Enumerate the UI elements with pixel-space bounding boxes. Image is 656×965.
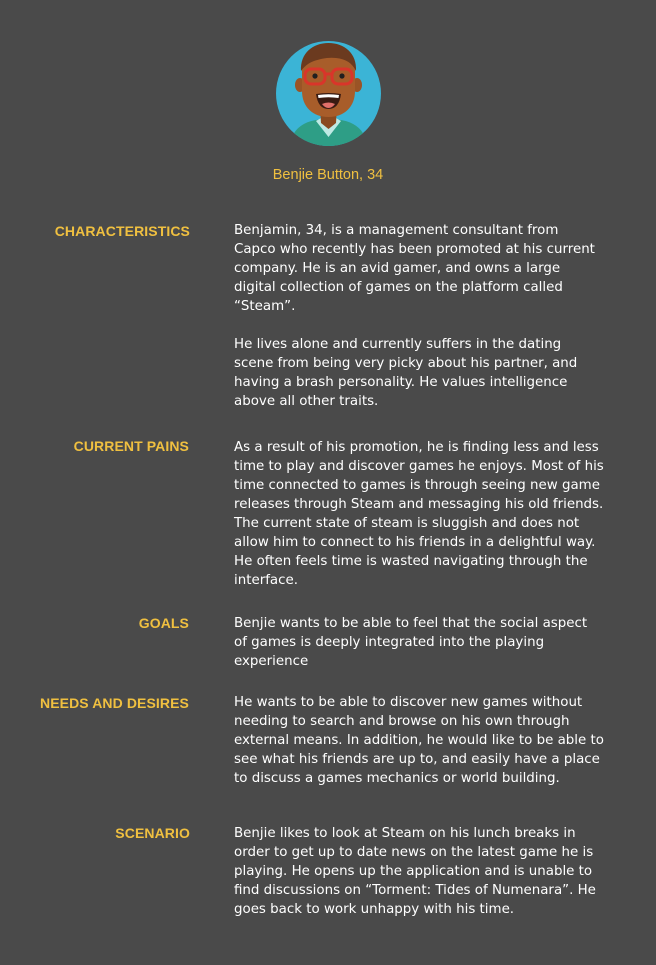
current-pains-label: CURRENT PAINS bbox=[73, 438, 189, 454]
characteristics-label: CHARACTERISTICS bbox=[54, 223, 190, 239]
scenario-text bbox=[234, 824, 604, 919]
goals-text bbox=[234, 614, 604, 671]
needs-and-desires-text bbox=[234, 693, 604, 788]
goals-paragraph: Benjie wants to be able to feel that the social aspect of games is deeply integrated into the playing experience bbox=[234, 616, 588, 669]
scenario-paragraph: Benjie likes to look at Steam on his lunch breaks in order to get up to date news on the latest game he is playing. He opens up the application and is unable to find discussions on “Torment: Tides of Numenara”. He goes back to work unhappy with his time. bbox=[234, 826, 596, 917]
needs-and-desires-label: NEEDS AND DESIRES bbox=[40, 695, 189, 711]
persona-name: Benjie Button, 34 bbox=[272, 167, 384, 183]
characteristics-text bbox=[234, 221, 604, 411]
persona-avatar-icon bbox=[276, 41, 381, 146]
goals-label: GOALS bbox=[138, 615, 189, 631]
scenario-label: SCENARIO bbox=[115, 825, 190, 841]
characteristics-paragraph-2: He lives alone and currently suffers in the dating scene from being very picky about his partner, and having a brash personality. He values intelligence above all other traits. bbox=[234, 337, 578, 409]
characteristics-paragraph-1: Benjamin, 34, is a management consultant from Capco who recently has been promoted at his current company. He is an avid gamer, and owns a large digital collection of games on the platform called “Steam”. bbox=[234, 223, 595, 314]
needs-and-desires-paragraph: He wants to be able to discover new games without needing to search and browse on his own through external means. In addition, he would like to be able to see what his friends are up to, and easily have a place to discuss a games mechanics or world building. bbox=[234, 695, 604, 786]
current-pains-paragraph: As a result of his promotion, he is finding less and less time to play and discover games he enjoys. Most of his time connected to games is through seeing new game releases through Steam and messaging his old friends. The current state of steam is sluggish and does not allow him to connect to his friends in a delightful way. He often feels time is wasted navigating through the interface. bbox=[234, 440, 604, 588]
current-pains-text bbox=[234, 438, 604, 590]
